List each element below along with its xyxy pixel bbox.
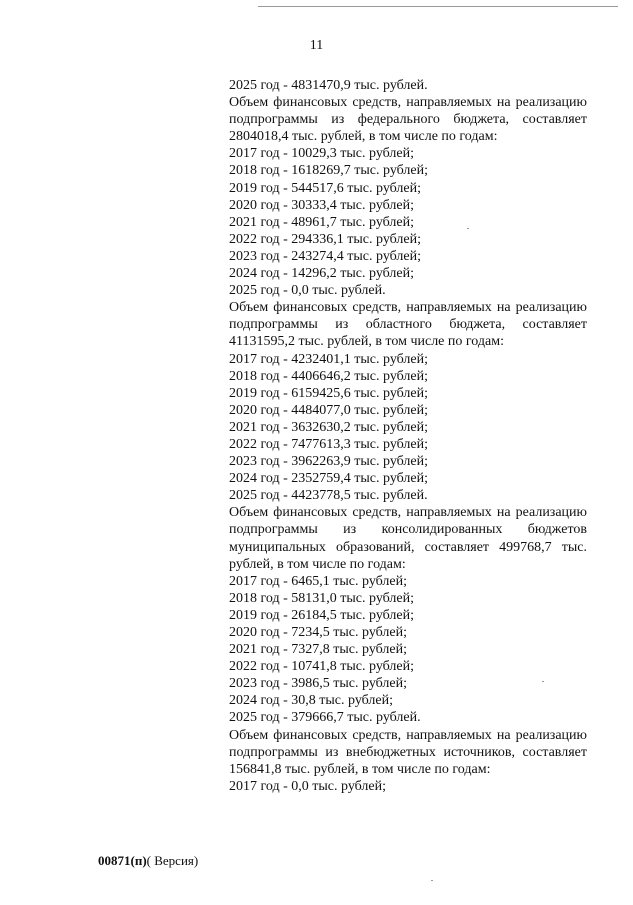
regional-year-2020: 2020 год - 4484077,0 тыс. рублей;	[229, 402, 429, 418]
municipal-year-2023: 2023 год - 3986,5 тыс. рублей;	[229, 676, 408, 692]
intro-line: 2025 год - 4831470,9 тыс. рублей.	[229, 78, 428, 93]
municipal-year-2018: 2018 год - 58131,0 тыс. рублей;	[229, 590, 415, 606]
federal-year-2021: 2021 год - 48961,7 тыс. рублей;	[229, 214, 415, 230]
document-body	[229, 77, 587, 795]
scan-speck	[467, 228, 469, 229]
document-code: 00871(п)	[98, 853, 147, 868]
municipal-budget-paragraph: Объем финансовых средств, направляемых на реализацию подпрограммы из консолидированных бюджетов муниципальных образований, составляет 499768,7 тыс. рублей, в том числе по годам:	[229, 505, 587, 572]
federal-year-2018: 2018 год - 1618269,7 тыс. рублей;	[229, 163, 429, 179]
regional-year-2017: 2017 год - 4232401,1 тыс. рублей;	[229, 351, 429, 367]
municipal-years-list	[229, 573, 587, 727]
federal-year-2020: 2020 год - 30333,4 тыс. рублей;	[229, 197, 415, 213]
federal-year-2017: 2017 год - 10029,3 тыс. рублей;	[229, 146, 415, 162]
regional-year-2018: 2018 год - 4406646,2 тыс. рублей;	[229, 368, 429, 384]
federal-year-2025: 2025 год - 0,0 тыс. рублей.	[229, 283, 386, 299]
regional-budget-paragraph: Объем финансовых средств, направляемых на реализацию подпрограммы из областного бюджета, составляет 41131595,2 тыс. рублей, в том числе по годам:	[229, 300, 587, 350]
top-rule	[258, 6, 618, 7]
regional-year-2021: 2021 год - 3632630,2 тыс. рублей;	[229, 419, 429, 435]
regional-years-list	[229, 351, 587, 505]
federal-year-2024: 2024 год - 14296,2 тыс. рублей;	[229, 266, 415, 282]
municipal-year-2019: 2019 год - 26184,5 тыс. рублей;	[229, 607, 415, 623]
regional-year-2022: 2022 год - 7477613,3 тыс. рублей;	[229, 436, 429, 452]
municipal-year-2020: 2020 год - 7234,5 тыс. рублей;	[229, 625, 408, 640]
federal-years-list	[229, 145, 587, 299]
municipal-year-2024: 2024 год - 30,8 тыс. рублей;	[229, 693, 394, 709]
regional-year-2024: 2024 год - 2352759,4 тыс. рублей;	[229, 471, 429, 487]
municipal-year-2017: 2017 год - 6465,1 тыс. рублей;	[229, 573, 408, 589]
regional-year-2019: 2019 год - 6159425,6 тыс. рублей;	[229, 385, 429, 401]
municipal-year-2025: 2025 год - 379666,7 тыс. рублей.	[229, 710, 421, 726]
municipal-year-2021: 2021 год - 7327,8 тыс. рублей;	[229, 642, 408, 658]
offbudget-paragraph: Объем финансовых средств, направляемых на реализацию подпрограммы из внебюджетных источников, составляет 156841,8 тыс. рублей, в том числе по годам:	[229, 727, 587, 777]
federal-year-2023: 2023 год - 243274,4 тыс. рублей;	[229, 248, 422, 264]
offbudget-year-2017: 2017 год - 0,0 тыс. рублей;	[229, 778, 387, 794]
federal-budget-paragraph: Объем финансовых средств, направляемых на реализацию подпрограммы из федерального бюджета, составляет 2804018,4 тыс. рублей, в том числе по годам:	[229, 95, 587, 145]
federal-year-2022: 2022 год - 294336,1 тыс. рублей;	[229, 231, 422, 247]
municipal-year-2022: 2022 год - 10741,8 тыс. рублей;	[229, 659, 415, 675]
offbudget-years-list	[229, 778, 587, 795]
regional-year-2023: 2023 год - 3962263,9 тыс. рублей;	[229, 454, 429, 470]
scan-speck	[542, 681, 544, 682]
document-footer	[98, 853, 198, 868]
regional-year-2025: 2025 год - 4423778,5 тыс. рублей.	[229, 488, 428, 504]
scan-speck	[431, 880, 433, 881]
federal-year-2019: 2019 год - 544517,6 тыс. рублей;	[229, 180, 422, 196]
document-version: ( Версия)	[146, 853, 199, 868]
page-number: 11	[309, 38, 324, 53]
